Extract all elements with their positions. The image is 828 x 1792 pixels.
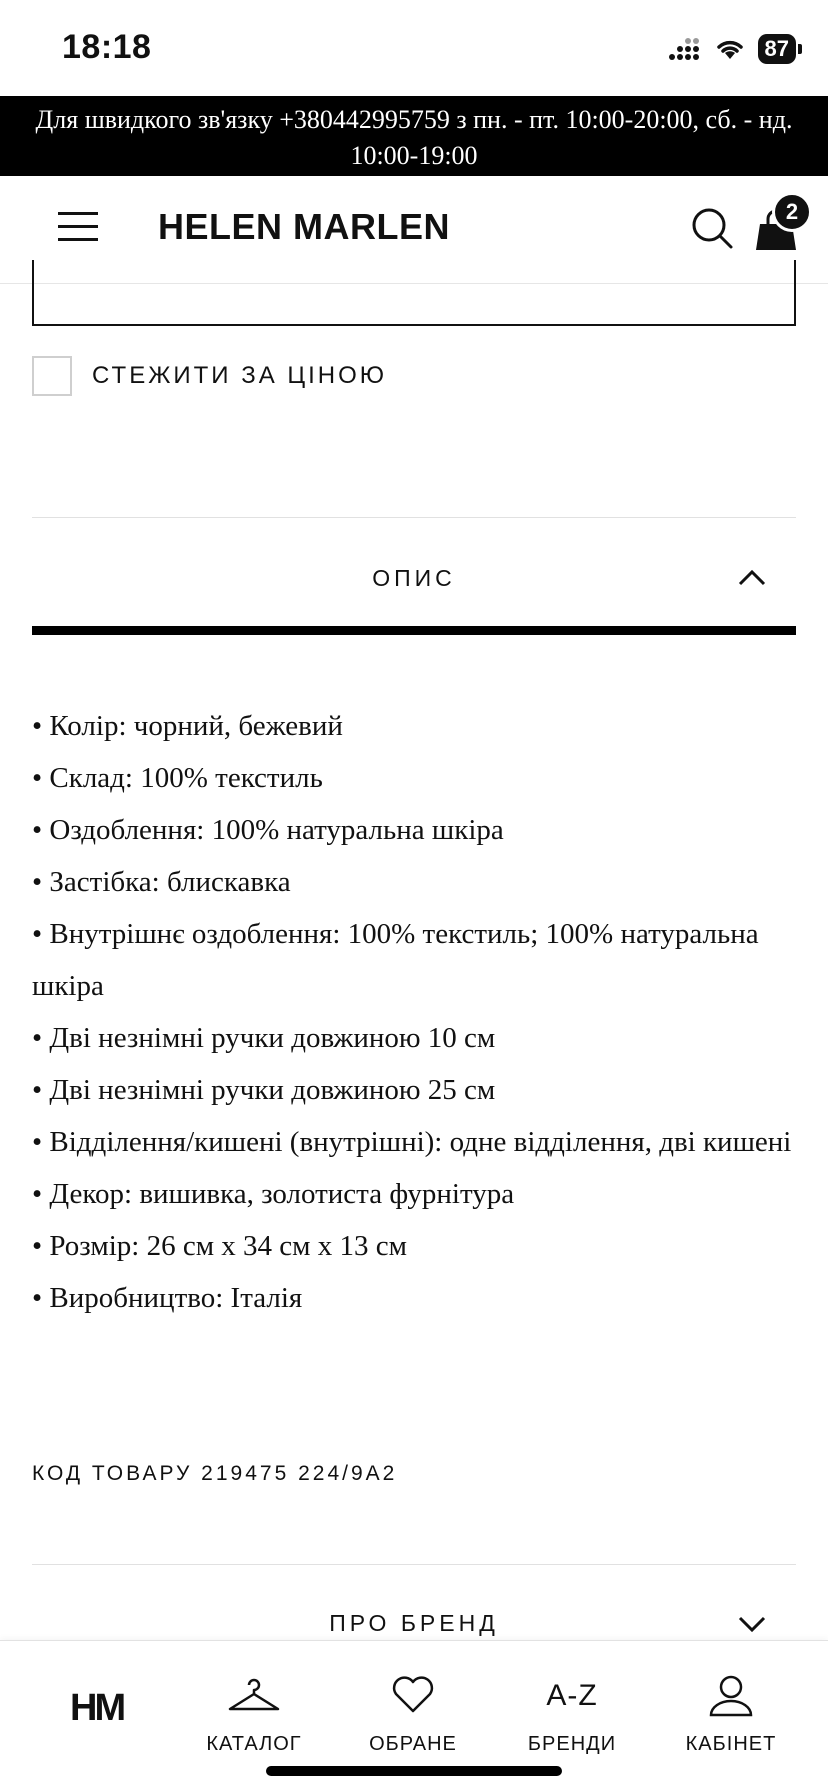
user-icon <box>707 1675 755 1717</box>
hamburger-menu-icon[interactable] <box>58 212 98 244</box>
contact-banner: Для швидкого зв'язку +380442995759 з пн. - пт. 10:00-20:00, сб. - нд. 10:00-19:00 <box>0 96 828 176</box>
a-z-icon: A-Z <box>546 1679 598 1712</box>
list-item: • Склад: 100% текстиль <box>32 762 323 794</box>
list-item: • Внутрішнє оздоблення: 100% текстиль; 100% натуральна шкіра <box>32 918 759 1002</box>
brand-section-title[interactable]: ПРО БРЕНД <box>329 1610 499 1636</box>
hanger-icon <box>227 1675 281 1715</box>
active-section-underline <box>32 626 796 635</box>
list-item: • Застібка: блискавка <box>32 866 291 898</box>
site-logo[interactable]: HELEN MARLEN <box>158 206 450 247</box>
search-icon[interactable] <box>690 206 734 250</box>
list-item: • Колір: чорний, бежевий <box>32 710 343 742</box>
watch-price-label: СТЕЖИТИ ЗА ЦІНОЮ <box>92 362 388 389</box>
nav-brands-label: БРЕНДИ <box>527 1733 617 1755</box>
heart-icon <box>391 1675 435 1715</box>
nav-catalog-label: КАТАЛОГ <box>206 1733 302 1755</box>
watch-price-option[interactable] <box>32 356 387 396</box>
status-time: 18:18 <box>62 28 152 66</box>
list-item: • Виробництво: Італія <box>32 1282 303 1314</box>
divider <box>32 517 796 518</box>
list-item: • Відділення/кишені (внутрішні): одне відділення, дві кишені <box>32 1126 792 1158</box>
list-item: • Дві незнімні ручки довжиною 10 см <box>32 1022 496 1054</box>
nav-catalog[interactable] <box>174 1641 334 1761</box>
product-code: КОД ТОВАРУ 219475 224/9A2 <box>32 1462 398 1485</box>
size-select-box[interactable] <box>32 260 796 326</box>
battery-indicator: 87 <box>758 34 796 64</box>
hm-logo-icon: HM <box>70 1687 124 1729</box>
signal-icon <box>668 37 702 61</box>
nav-favorites-label: ОБРАНЕ <box>369 1733 457 1755</box>
nav-brands[interactable] <box>492 1641 652 1761</box>
chevron-down-icon[interactable] <box>738 1616 766 1634</box>
nav-account[interactable] <box>651 1641 811 1761</box>
nav-home[interactable] <box>0 1641 160 1761</box>
status-icons <box>668 34 796 64</box>
list-item: • Оздоблення: 100% натуральна шкіра <box>32 814 504 846</box>
divider <box>32 1564 796 1565</box>
list-item: • Дві незнімні ручки довжиною 25 см <box>32 1074 496 1106</box>
status-bar <box>0 0 828 96</box>
cart-count-badge: 2 <box>772 192 812 232</box>
wifi-icon <box>714 37 746 61</box>
nav-account-label: КАБІНЕТ <box>685 1733 777 1755</box>
description-section-title[interactable]: ОПИС <box>372 565 456 591</box>
watch-price-checkbox[interactable] <box>32 356 72 396</box>
home-indicator <box>266 1766 562 1776</box>
list-item: • Розмір: 26 см x 34 см x 13 см <box>32 1230 407 1262</box>
list-item: • Декор: вишивка, золотиста фурнітура <box>32 1178 515 1210</box>
description-list <box>32 700 796 1324</box>
chevron-up-icon[interactable] <box>738 568 766 586</box>
nav-favorites[interactable] <box>333 1641 493 1761</box>
